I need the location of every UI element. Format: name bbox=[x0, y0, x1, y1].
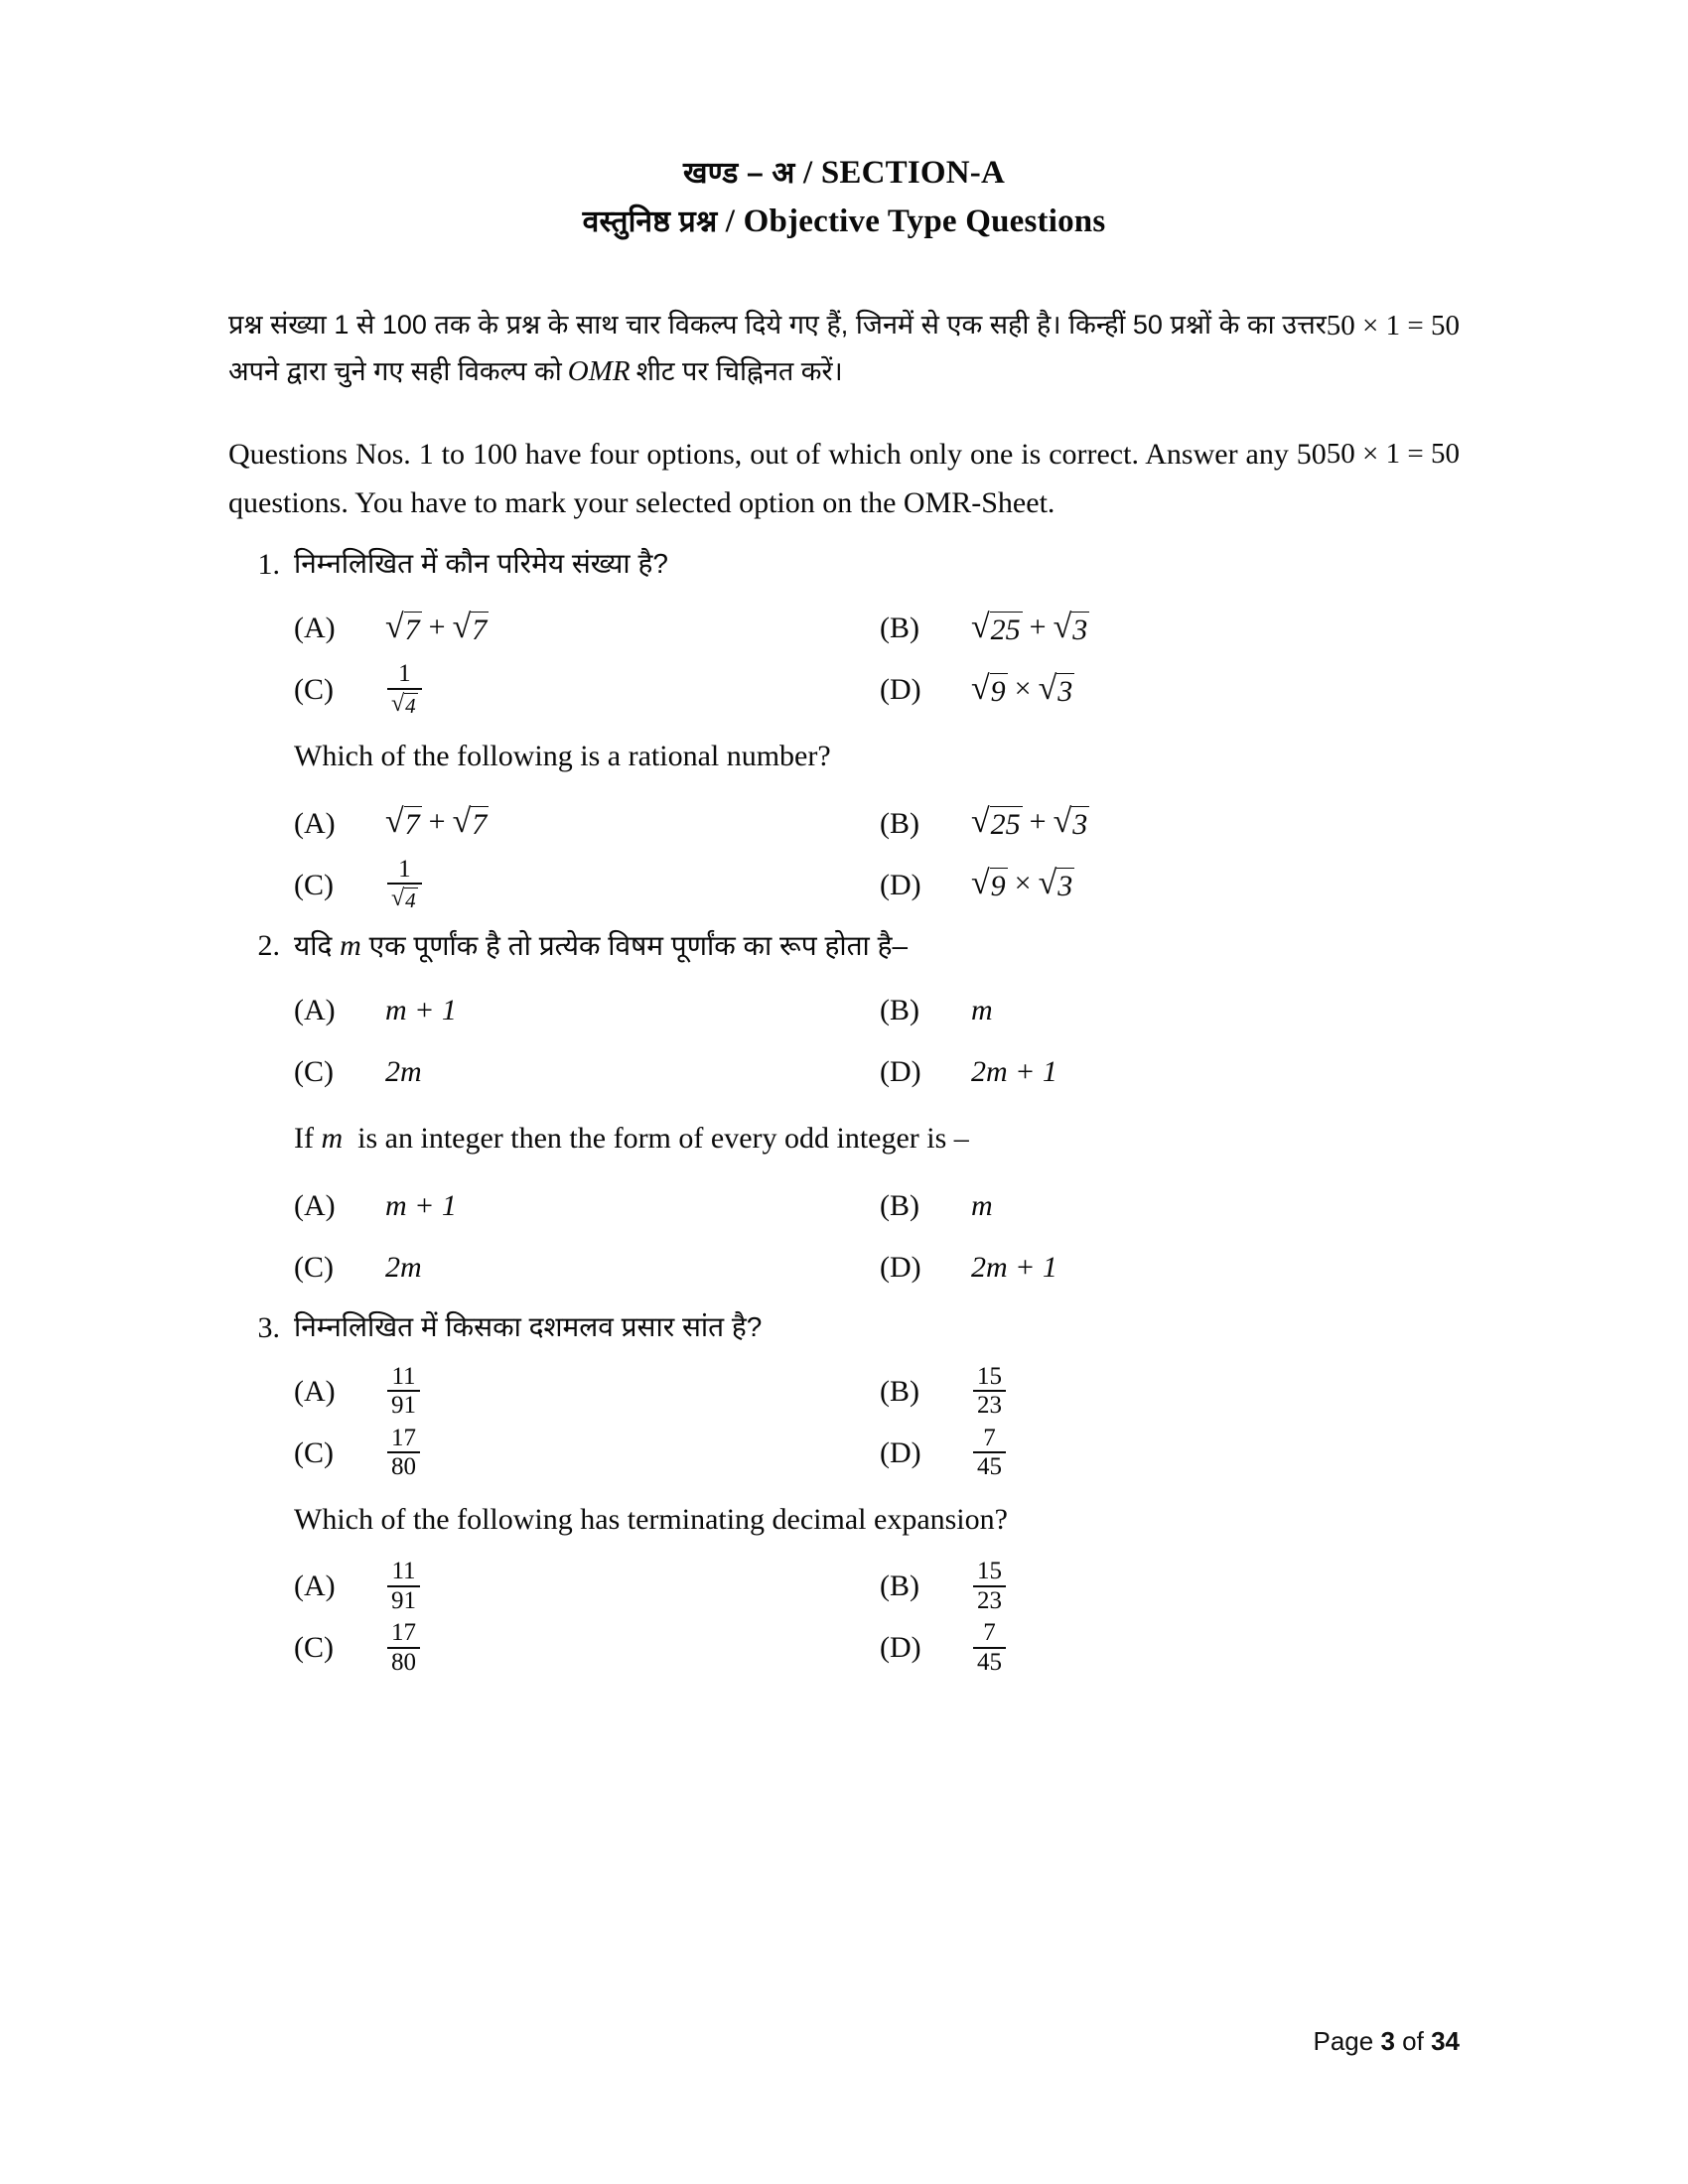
sqrt-9: √ 9 bbox=[971, 865, 1006, 903]
instructions-hindi-part2: शीट पर चिह्निनत करें। bbox=[635, 356, 843, 387]
option-b-label: (B) bbox=[880, 1374, 919, 1408]
option-b-label: (B) bbox=[880, 612, 919, 645]
option-d-value: √ 9 × √ 3 bbox=[971, 669, 1073, 708]
option-a[interactable] bbox=[294, 1189, 880, 1223]
option-b-label: (B) bbox=[880, 994, 919, 1027]
question-3-number: 3. bbox=[257, 1310, 280, 1344]
option-d-label: (D) bbox=[880, 1055, 921, 1089]
option-d[interactable] bbox=[880, 1251, 1466, 1285]
question-1-hindi-row bbox=[228, 545, 1460, 584]
option-d[interactable] bbox=[880, 1055, 1466, 1089]
instructions-omr-label: OMR bbox=[567, 355, 631, 388]
fraction-denominator: 80 bbox=[387, 1451, 420, 1480]
footer-page-word: Page bbox=[1313, 2026, 1374, 2056]
instructions-english-marks: 50 × 1 = 50 bbox=[1326, 437, 1460, 470]
option-a-label: (A) bbox=[294, 1188, 336, 1222]
question-2-hindi-after: एक पूर्णांक है तो प्रत्येक विषम पूर्णांक का रूप होता है– bbox=[368, 929, 909, 961]
question-3-options-english bbox=[294, 1556, 1460, 1679]
sqrt-7: √ 7 bbox=[385, 608, 420, 646]
question-item bbox=[228, 545, 1460, 916]
option-b[interactable] bbox=[880, 804, 1466, 843]
option-b[interactable] bbox=[880, 1364, 1466, 1420]
option-d[interactable] bbox=[880, 1620, 1466, 1676]
option-d-value: √ 9 × √ 3 bbox=[971, 865, 1073, 903]
option-c-label: (C) bbox=[294, 1250, 334, 1284]
section-heading-english: SECTION-A bbox=[820, 155, 1005, 191]
option-c-label: (C) bbox=[294, 1631, 334, 1665]
option-b-label: (B) bbox=[880, 1570, 919, 1603]
question-2-number: 2. bbox=[257, 928, 280, 962]
fraction-denominator: 80 bbox=[387, 1647, 420, 1676]
option-row bbox=[294, 1175, 1460, 1237]
option-d-label: (D) bbox=[880, 1250, 921, 1284]
subtitle-separator: / bbox=[717, 203, 744, 239]
option-a[interactable] bbox=[294, 804, 880, 843]
option-row bbox=[294, 1361, 1460, 1423]
sqrt-9: √ 9 bbox=[971, 669, 1006, 708]
instructions-hindi-marks: 50 × 1 = 50 bbox=[1326, 309, 1460, 341]
question-1-text-english: Which of the following is a rational number? bbox=[294, 740, 831, 773]
option-c[interactable] bbox=[294, 1620, 880, 1676]
option-row bbox=[294, 659, 1460, 721]
question-1-options-hindi bbox=[294, 598, 1460, 721]
instructions-hindi bbox=[228, 302, 1460, 397]
question-3-options-hindi bbox=[294, 1361, 1460, 1484]
fraction-one-over-sqrt-4: 1 √ 4 bbox=[387, 857, 422, 913]
fraction-denominator: 23 bbox=[973, 1585, 1006, 1614]
fraction-numerator: 11 bbox=[391, 1362, 416, 1390]
fraction bbox=[973, 1620, 1006, 1676]
fraction-denominator: 23 bbox=[973, 1390, 1006, 1419]
question-1-text-hindi: निम्नलिखित में कौन परिमेय संख्या है? bbox=[294, 548, 668, 580]
option-c-value: 2m bbox=[385, 1250, 422, 1284]
section-heading-hindi: खण्ड – अ bbox=[683, 157, 795, 190]
option-c-value bbox=[385, 857, 424, 913]
fraction bbox=[973, 1559, 1006, 1614]
option-b[interactable] bbox=[880, 994, 1466, 1027]
option-a[interactable] bbox=[294, 1364, 880, 1420]
instructions-english-text: Questions Nos. 1 to 100 have four options, out of which only one is correct. Answer any 50 questions. You have to mark your selected option on the OMR-Sheet. bbox=[228, 437, 1327, 519]
option-row bbox=[294, 1041, 1460, 1103]
fraction-denominator: 91 bbox=[387, 1390, 420, 1419]
fraction bbox=[387, 1620, 420, 1676]
fraction bbox=[973, 1426, 1006, 1481]
option-a-label: (A) bbox=[294, 1570, 336, 1603]
subtitle-english: Objective Type Questions bbox=[743, 203, 1106, 239]
option-b-label: (B) bbox=[880, 806, 919, 840]
option-b-value: √ 25 + √ 3 bbox=[971, 803, 1088, 842]
fraction-numerator: 17 bbox=[391, 1619, 416, 1647]
question-2-hindi-row bbox=[228, 926, 1460, 967]
option-c[interactable] bbox=[294, 1055, 880, 1089]
option-c-value: 2m bbox=[385, 1055, 422, 1089]
option-a-label: (A) bbox=[294, 1374, 336, 1408]
fraction-one-over-sqrt-4: 1 √ 4 bbox=[387, 661, 422, 718]
subtitle-hindi: वस्तुनिष्ठ प्रश्न bbox=[582, 205, 718, 238]
option-row bbox=[294, 855, 1460, 916]
instructions-hindi-part1: प्रश्न संख्या 1 से 100 तक के प्रश्न के साथ चार विकल्प दिये गए हैं, जिनमें से एक सही है। किन्हीं 50 प्रश्नों के का उत्तर अपने द्वारा चुने गए सही विकल्प को bbox=[228, 309, 1327, 387]
question-2-english-variable: m bbox=[321, 1122, 344, 1156]
question-2-text-hindi bbox=[294, 926, 908, 967]
option-c[interactable] bbox=[294, 1426, 880, 1481]
option-c-label: (C) bbox=[294, 1055, 334, 1089]
option-c[interactable] bbox=[294, 1251, 880, 1285]
question-item bbox=[228, 1308, 1460, 1680]
option-row bbox=[294, 1617, 1460, 1679]
option-c[interactable] bbox=[294, 661, 880, 718]
option-b-value: √ 25 + √ 3 bbox=[971, 608, 1088, 646]
option-a[interactable] bbox=[294, 994, 880, 1027]
option-d-label: (D) bbox=[880, 1631, 921, 1665]
question-item bbox=[228, 926, 1460, 1298]
option-a[interactable] bbox=[294, 610, 880, 648]
footer-page-number: 3 bbox=[1380, 2026, 1395, 2056]
option-c-label: (C) bbox=[294, 673, 334, 707]
sqrt-25: √ 25 bbox=[971, 803, 1021, 842]
option-c-value bbox=[385, 661, 424, 718]
option-b-value: m bbox=[971, 994, 993, 1027]
option-d[interactable] bbox=[880, 866, 1466, 904]
option-b-value bbox=[971, 1559, 1008, 1614]
fraction-numerator: 17 bbox=[391, 1424, 416, 1451]
question-3-text-english: Which of the following has terminating decimal expansion? bbox=[294, 1502, 1008, 1536]
option-a-value bbox=[385, 1364, 422, 1420]
option-row bbox=[294, 1237, 1460, 1298]
option-a[interactable] bbox=[294, 1559, 880, 1614]
option-row bbox=[294, 1556, 1460, 1617]
fraction bbox=[387, 1559, 420, 1614]
option-a-value bbox=[385, 1559, 422, 1614]
question-2-english-after: is an integer then the form of every odd integer is – bbox=[357, 1122, 969, 1156]
fraction bbox=[973, 1364, 1006, 1420]
question-2-options-english bbox=[294, 1175, 1460, 1298]
option-d-value: 2m + 1 bbox=[971, 1250, 1057, 1284]
option-b[interactable] bbox=[880, 610, 1466, 648]
question-2-hindi-before: यदि bbox=[294, 929, 333, 961]
page-footer bbox=[1313, 2026, 1460, 2057]
option-d[interactable] bbox=[880, 1426, 1466, 1481]
option-row bbox=[294, 980, 1460, 1041]
fraction-numerator: 15 bbox=[977, 1362, 1002, 1390]
option-d-label: (D) bbox=[880, 868, 921, 901]
question-2-english-before: If bbox=[294, 1122, 314, 1156]
option-a-label: (A) bbox=[294, 612, 336, 645]
question-3-text-hindi: निम्नलिखित में किसका दशमलव प्रसार सांत है? bbox=[294, 1310, 763, 1342]
option-d-value bbox=[971, 1620, 1008, 1676]
question-1-number: 1. bbox=[257, 548, 280, 582]
fraction-denominator: 45 bbox=[973, 1647, 1006, 1676]
fraction-numerator: 7 bbox=[983, 1424, 996, 1451]
option-a-value: √ 7 + √ 7 bbox=[385, 608, 488, 646]
option-d[interactable] bbox=[880, 671, 1466, 710]
sqrt-7: √ 7 bbox=[452, 803, 488, 842]
sqrt-7: √ 7 bbox=[385, 803, 420, 842]
option-b-value: m bbox=[971, 1188, 993, 1222]
sqrt-3: √ 3 bbox=[1053, 608, 1088, 646]
fraction bbox=[387, 1364, 420, 1420]
option-c-label: (C) bbox=[294, 868, 334, 901]
option-b-label: (B) bbox=[880, 1188, 919, 1222]
sqrt-3: √ 3 bbox=[1038, 865, 1073, 903]
fraction-numerator: 7 bbox=[983, 1619, 996, 1647]
sqrt-7: √ 7 bbox=[452, 608, 488, 646]
sqrt-3: √ 3 bbox=[1053, 803, 1088, 842]
sqrt-25: √ 25 bbox=[971, 608, 1021, 646]
option-a-value: m + 1 bbox=[385, 1188, 457, 1222]
option-c-label: (C) bbox=[294, 1435, 334, 1469]
footer-of-word: of bbox=[1402, 2026, 1424, 2056]
option-c-value bbox=[385, 1426, 422, 1481]
instructions-english bbox=[228, 431, 1460, 527]
option-d-value bbox=[971, 1426, 1008, 1481]
option-a-label: (A) bbox=[294, 994, 336, 1027]
question-2-hindi-variable: m bbox=[340, 928, 361, 962]
fraction-denominator: 91 bbox=[387, 1585, 420, 1614]
fraction-denominator: 45 bbox=[973, 1451, 1006, 1480]
option-d-label: (D) bbox=[880, 673, 921, 707]
option-a-label: (A) bbox=[294, 806, 336, 840]
question-3-hindi-row bbox=[228, 1308, 1460, 1347]
option-d-value: 2m + 1 bbox=[971, 1055, 1057, 1089]
sqrt-3: √ 3 bbox=[1038, 669, 1073, 708]
option-row bbox=[294, 793, 1460, 855]
fraction-numerator: 11 bbox=[391, 1558, 416, 1585]
question-1-options-english bbox=[294, 793, 1460, 916]
fraction bbox=[387, 1426, 420, 1481]
option-b[interactable] bbox=[880, 1559, 1466, 1614]
subtitle-heading bbox=[228, 198, 1460, 246]
section-heading bbox=[228, 149, 1460, 198]
option-c[interactable] bbox=[294, 857, 880, 913]
option-b[interactable] bbox=[880, 1189, 1466, 1223]
option-c-value bbox=[385, 1620, 422, 1676]
option-row bbox=[294, 1423, 1460, 1484]
question-2-options-hindi bbox=[294, 980, 1460, 1103]
footer-total-pages: 34 bbox=[1431, 2026, 1460, 2056]
question-list bbox=[228, 545, 1460, 1679]
section-heading-separator: / bbox=[794, 155, 821, 191]
option-a-value: m + 1 bbox=[385, 994, 457, 1027]
option-a-value: √ 7 + √ 7 bbox=[385, 803, 488, 842]
option-row bbox=[294, 598, 1460, 659]
question-2-text-english bbox=[294, 1119, 1460, 1160]
fraction-numerator: 15 bbox=[977, 1558, 1002, 1585]
option-b-value bbox=[971, 1364, 1008, 1420]
page-heading bbox=[228, 149, 1460, 246]
option-d-label: (D) bbox=[880, 1435, 921, 1469]
